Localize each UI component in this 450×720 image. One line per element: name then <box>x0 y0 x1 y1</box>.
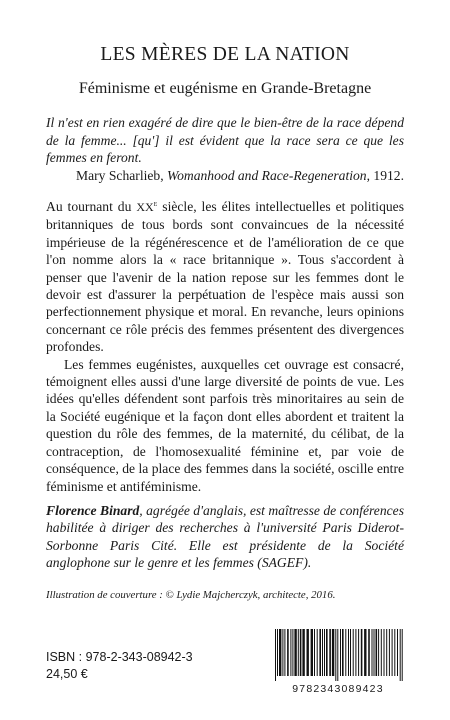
barcode-bar <box>277 629 278 676</box>
barcode-bar <box>397 629 398 676</box>
barcode-bar <box>386 629 387 676</box>
epigraph-attribution <box>46 167 404 185</box>
epigraph-author: Mary Scharlieb, <box>76 168 164 183</box>
barcode-digits: 9782343089423 <box>292 683 384 695</box>
barcode-bar <box>284 629 285 676</box>
summary-p1-rest: siècle, les élites intellectuelles et politiques britanniques de tous bords sont convaincues de la nécessité impérieuse de la régénérescence et de l'amélioration de ce que l'on nomme alors la « race britannique ». Tous s'accordent à penser que l'avenir de la nation repose sur les femmes dont le devoir est d'assurer la perpétuation de l'espèce mais aussi son perfectionnement physique et moral. En revanche, leurs opinions concernant ce rôle précis des femmes présentent des divergences profondes. <box>46 199 404 355</box>
barcode-bar <box>389 629 390 676</box>
barcode-bar <box>345 629 346 676</box>
barcode-bar <box>319 629 321 676</box>
barcode-bars <box>274 629 404 681</box>
barcode-bar <box>364 629 366 676</box>
book-subtitle: Féminisme et eugénisme en Grande-Bretagne <box>78 80 372 97</box>
barcode-bar <box>275 629 276 681</box>
barcode-bar <box>311 629 313 676</box>
barcode-bar <box>400 629 401 681</box>
century-roman: XX <box>136 200 154 214</box>
barcode-bar <box>335 629 336 681</box>
barcode-bar <box>350 629 351 676</box>
barcode-bar <box>378 629 379 676</box>
barcode-bar <box>337 629 338 681</box>
author-name: Florence Binard <box>46 503 140 518</box>
barcode-bar <box>290 629 291 676</box>
barcode-bar <box>353 629 354 676</box>
barcode-bar <box>292 629 293 676</box>
barcode-bar <box>348 629 349 676</box>
barcode-bar <box>392 629 393 676</box>
barcode-bar <box>300 629 302 676</box>
barcode-bar <box>368 629 370 676</box>
barcode-bar <box>282 629 283 676</box>
barcode-bar <box>332 629 334 676</box>
isbn-label: ISBN : 978-2-343-08942-3 <box>46 650 193 664</box>
barcode-bar <box>322 629 323 676</box>
barcode-bar <box>307 629 309 676</box>
barcode-bar <box>340 629 341 676</box>
barcode-bar <box>361 629 363 676</box>
barcode-bar <box>355 629 356 676</box>
barcode-bar <box>326 629 328 676</box>
cover-credit: Illustration de couverture : © Lydie Majcherczyk, architecte, 2016. <box>46 589 336 601</box>
summary-paragraph-1 <box>46 198 404 356</box>
epigraph-work: Womanhood and Race-Regeneration <box>167 168 367 183</box>
summary-paragraph-2: Les femmes eugénistes, auxquelles cet ouvrage est consacré, témoignent elles aussi d'une large diversité de points de vue. Les idées qu'elles défendent sont parfois très minoritaires au sein de la Société eugénique et la façon dont elles abordent et traitent la question du rôle des femmes, de la maternité, du célibat, de la contraception, de l'homosexualité féminine et, par voie de conséquence, de la place des femmes dans la société, oscille entre féminisme et antiféminisme. <box>46 356 404 494</box>
barcode-bar <box>298 629 299 676</box>
barcode-bar <box>358 629 359 676</box>
barcode-bar <box>381 629 382 676</box>
barcode-bar <box>374 629 375 676</box>
summary-p1-start: Au tournant du <box>46 199 132 214</box>
author-bio-text: , agrégée d'anglais, est maîtresse de conférences habilitée à diriger des recherches à l'université Paris Diderot-Sorbonne Paris Cité. Elle est présidente de la Société anglophone sur le genre et les femmes (SAGEF). <box>46 503 404 571</box>
barcode-bar <box>394 629 395 676</box>
barcode-bar <box>329 629 331 676</box>
barcode-bar <box>294 629 296 676</box>
author-bio <box>46 502 404 572</box>
barcode-bar <box>384 629 385 676</box>
barcode-bar <box>372 629 373 676</box>
epigraph-year: , 1912. <box>366 168 404 183</box>
book-title: LES MÈRES DE LA NATION <box>100 44 350 65</box>
barcode <box>266 627 410 699</box>
summary-text <box>46 198 404 495</box>
barcode-bar <box>279 629 281 676</box>
barcode-bar <box>376 629 378 676</box>
century-sup: e <box>153 199 158 208</box>
barcode-bar <box>324 629 325 676</box>
barcode-bar <box>314 629 315 676</box>
epigraph-quote: Il n'est en rien exagéré de dire que le bien-être de la race dépend de la femme... [qu'] il est évident que la race sera ce que les femmes en feront. <box>46 115 404 165</box>
century-numeral <box>136 200 157 214</box>
barcode-bar <box>402 629 403 681</box>
barcode-bar <box>317 629 318 676</box>
barcode-bar <box>342 629 344 676</box>
barcode-bar <box>287 629 289 676</box>
barcode-bar <box>302 629 304 676</box>
price-label: 24,50 € <box>46 667 88 681</box>
